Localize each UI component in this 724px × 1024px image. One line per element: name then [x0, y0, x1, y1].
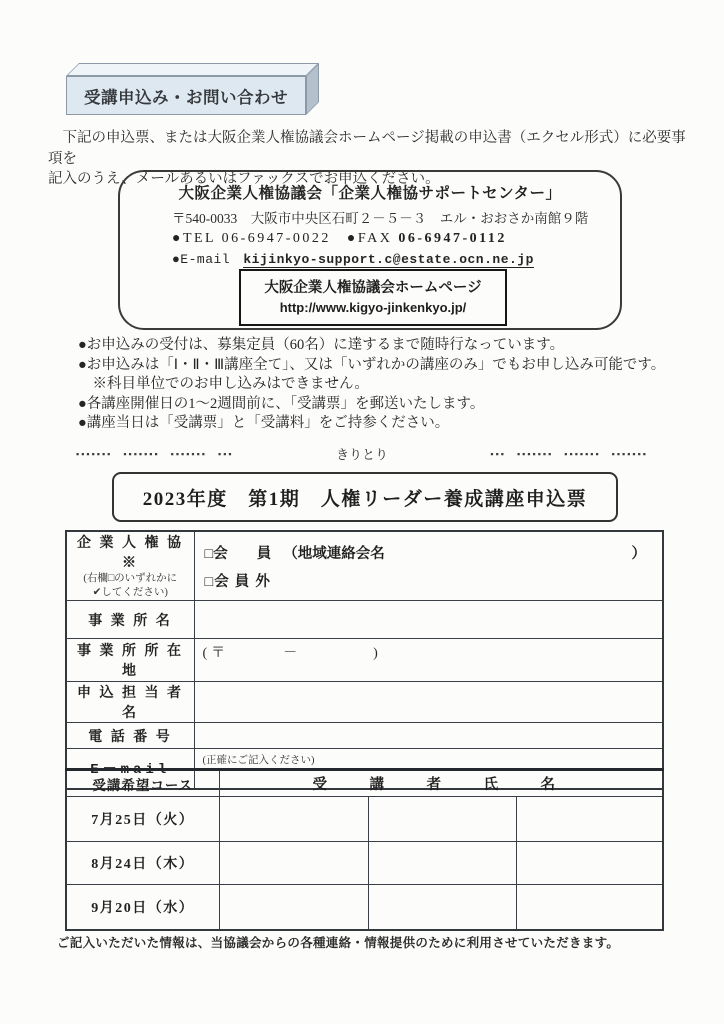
homepage-box — [239, 269, 507, 326]
participant-name-cell — [368, 842, 516, 885]
member-field-label: （地域連絡会名 — [283, 545, 385, 562]
email-line — [172, 251, 620, 267]
note-item: ●お申込みは「Ⅰ・Ⅱ・Ⅲ講座全て」、又は「いずれかの講座のみ」でもお申し込み可能です。 — [78, 356, 666, 373]
course-date-2: 8月24日（木） — [66, 842, 219, 885]
box-top-face — [66, 63, 319, 76]
email-address: kijinkyo-support.c@estate.ocn.ne.jp — [243, 252, 534, 267]
homepage-url: http://www.kigyo-jinkenkyo.jp/ — [279, 300, 467, 315]
phone-number-label: 電 話 番 号 — [66, 723, 194, 749]
intro-line-1: 下記の申込票、または大阪企業人権協議会ホームページ掲載の申込書（エクセル形式）に必要事項を — [48, 130, 686, 167]
business-address-label: 事 業 所 所 在 地 — [66, 639, 194, 682]
fax-label: ●FAX — [346, 231, 393, 246]
membership-label-cell — [66, 531, 194, 601]
participant-names-header: 受 講 者 氏 名 — [219, 770, 663, 797]
note-item: ●各講座開催日の1～2週間前に、「受講票」を郵送いたします。 — [78, 395, 485, 412]
cutline-dots-left: ▪▪▪▪▪▪▪ ▪▪▪▪▪▪▪ ▪▪▪▪▪▪▪ ▪▪▪ — [76, 449, 234, 459]
section-header-3d-box — [66, 63, 326, 115]
organization-name: 大阪企業人権協議会「企業人権協サポートセンター」 — [178, 185, 562, 202]
applicant-name-row — [66, 682, 663, 723]
participant-name-cell — [368, 797, 516, 842]
note-item: ※科目単位でのお申し込みはできません。 — [92, 376, 369, 392]
privacy-note: ご記入いただいた情報は、当協議会からの各種連絡・情報提供のために利用させていただきます。 — [57, 936, 620, 950]
membership-label: 企 業 人 権 協 ※ — [77, 536, 184, 571]
member-option-row — [205, 542, 653, 563]
application-table-courses — [65, 768, 664, 931]
course-column-header: 受講希望コース — [66, 770, 219, 797]
form-title-box — [112, 472, 618, 522]
participant-name-cell — [219, 885, 368, 930]
note-item: ●お申込みの受付は、募集定員（60名）に達するまで随時行なっています。 — [78, 337, 565, 353]
tel-fax-line — [172, 231, 620, 247]
application-table-upper — [65, 530, 664, 790]
tel-label: ●TEL — [172, 231, 216, 246]
membership-hint-2: ✔してください) — [92, 587, 168, 598]
box-front-face — [66, 76, 306, 115]
business-name-value — [194, 601, 663, 639]
applicant-name-value — [194, 682, 663, 723]
organization-address: 〒540-0033 大阪市中央区石町２－５－３ エル・おおさか南館９階 — [172, 211, 589, 226]
fax-number: 06-6947-0112 — [398, 231, 507, 246]
tel-number: 06-6947-0022 — [221, 231, 331, 246]
intro-line-2: 記入のうえ、メールあるいはファックスでお申込ください。 — [48, 171, 440, 187]
cutline-dots-right: ▪▪▪ ▪▪▪▪▪▪▪ ▪▪▪▪▪▪▪ ▪▪▪▪▪▪▪ — [490, 449, 648, 459]
phone-number-value — [194, 723, 663, 749]
applicant-name-label: 申 込 担 当 者 名 — [66, 682, 194, 723]
participant-name-cell — [219, 842, 368, 885]
business-name-label: 事 業 所 名 — [66, 601, 194, 639]
course-date-3: 9月20日（水） — [66, 885, 219, 930]
member-field-close: ） — [631, 545, 646, 562]
notes-list — [78, 336, 696, 434]
participant-name-cell — [516, 797, 663, 842]
cut-here-line — [76, 444, 648, 463]
homepage-title: 大阪企業人権協議会ホームページ — [264, 280, 482, 296]
membership-hint-1: (右欄□のいずれかに — [83, 573, 178, 584]
course-date-row — [66, 885, 663, 930]
business-address-row — [66, 639, 663, 682]
course-date-row — [66, 842, 663, 885]
participant-name-cell — [219, 797, 368, 842]
note-item: ●講座当日は「受講票」と「受講料」をご持参ください。 — [78, 415, 450, 431]
business-address-value: (〒 － ) — [194, 639, 663, 682]
membership-options-cell — [194, 531, 663, 601]
contact-card — [118, 170, 622, 330]
nonmember-checkbox-option: □会 員 外 — [204, 573, 271, 590]
participant-name-cell — [516, 885, 663, 930]
business-name-row — [66, 601, 663, 639]
email-field-label: E－mail — [66, 749, 194, 789]
form-title: 2023年度 第1期 人権リーダー養成講座申込票 — [142, 488, 588, 510]
nonmember-option-row — [205, 570, 653, 591]
phone-number-row — [66, 723, 663, 749]
email-label: ●E-mail — [172, 252, 231, 267]
email-field-note: (正確にご記入ください) — [194, 749, 663, 789]
participant-name-cell — [368, 885, 516, 930]
course-header-row — [66, 770, 663, 797]
course-date-row — [66, 797, 663, 842]
participant-name-cell — [516, 842, 663, 885]
cutline-label: きりとり — [335, 447, 388, 462]
section-header-label: 受講申込み・お問い合わせ — [84, 88, 288, 107]
member-checkbox-option: □会 員 — [204, 545, 272, 562]
course-date-1: 7月25日（火） — [66, 797, 219, 842]
membership-row — [66, 531, 663, 601]
